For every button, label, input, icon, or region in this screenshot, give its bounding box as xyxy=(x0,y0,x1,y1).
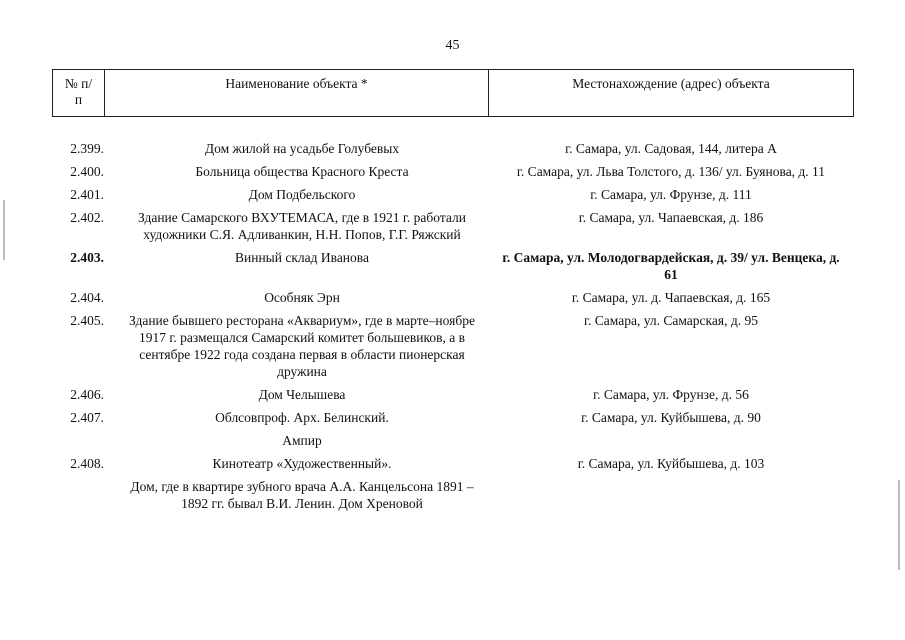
row-num: 2.400. xyxy=(70,164,104,179)
row-name: Ампир xyxy=(282,433,322,448)
row-name: Винный склад Иванова xyxy=(235,250,369,265)
row-name: Дом жилой на усадьбе Голубевых xyxy=(204,141,400,156)
row-name: Дом Подбельского xyxy=(248,187,356,202)
row-name: Особняк Эрн xyxy=(264,290,340,305)
row-num: 2.406. xyxy=(70,387,104,402)
row-num: 2.404. xyxy=(70,290,104,305)
table-row xyxy=(52,455,854,472)
header-num-label: № п/п xyxy=(64,76,93,107)
row-address xyxy=(488,478,854,512)
row-num xyxy=(52,478,104,512)
table-row xyxy=(52,209,854,243)
row-address: г. Самара, ул. Чапаевская, д. 186 xyxy=(578,210,764,225)
scan-artifact xyxy=(3,200,5,260)
row-address: г. Самара, ул. Молодогвардейская, д. 39/ ул. Венцека, д. 61 xyxy=(502,250,840,282)
row-name: Больница общества Красного Креста xyxy=(195,164,409,179)
table-row xyxy=(52,478,854,512)
table-body xyxy=(52,140,854,518)
row-address: г. Самара, ул. Куйбышева, д. 90 xyxy=(581,410,761,425)
table-row xyxy=(52,312,854,380)
row-num: 2.405. xyxy=(70,313,104,328)
row-num: 2.402. xyxy=(70,210,104,225)
row-num: 2.399. xyxy=(70,141,104,156)
table-row xyxy=(52,432,854,449)
row-address: г. Самара, ул. д. Чапаевская, д. 165 xyxy=(571,290,771,305)
header-name: Наименование объекта * xyxy=(105,70,489,116)
header-address: Местонахождение (адрес) объекта xyxy=(572,76,770,91)
page-number: 45 xyxy=(445,38,460,53)
row-name: Кинотеатр «Художественный». xyxy=(212,456,392,471)
table-row xyxy=(52,186,854,203)
row-num xyxy=(52,432,104,449)
table-row xyxy=(52,289,854,306)
row-address: г. Самара, ул. Фрунзе, д. 111 xyxy=(590,187,752,202)
row-address xyxy=(488,432,854,449)
row-name: Дом, где в квартире зубного врача А.А. Канцельсона 1891 – 1892 гг. бывал В.И. Ленин. Дом Хреновой xyxy=(130,479,474,511)
row-address: г. Самара, ул. Самарская, д. 95 xyxy=(584,313,758,328)
table-row xyxy=(52,386,854,403)
row-num: 2.408. xyxy=(70,456,104,471)
table-row xyxy=(52,249,854,283)
table-row xyxy=(52,163,854,180)
row-name: Облсовпроф. Арх. Белинский. xyxy=(215,410,389,425)
row-address: г. Самара, ул. Фрунзе, д. 56 xyxy=(593,387,749,402)
row-num: 2.407. xyxy=(70,410,104,425)
table-row xyxy=(52,409,854,426)
row-name: Здание Самарского ВХУТЕМАСА, где в 1921 г. работали художники С.Я. Адливанкин, Н.Н. Попов, Г.Г. Ряжский xyxy=(138,210,466,242)
row-num: 2.403. xyxy=(70,250,104,265)
table-row xyxy=(52,140,854,157)
row-address: г. Самара, ул. Льва Толстого, д. 136/ ул. Буянова, д. 11 xyxy=(516,164,826,179)
row-name: Дом Челышева xyxy=(258,387,346,402)
row-address: г. Самара, ул. Куйбышева, д. 103 xyxy=(577,456,765,471)
row-address: г. Самара, ул. Садовая, 144, литера А xyxy=(565,141,777,156)
row-name: Здание бывшего ресторана «Аквариум», где в марте–ноябре 1917 г. размещался Самарский комитет большевиков, а в сентябре 1922 года создана первая в области пионерская дружина xyxy=(129,313,475,379)
header-num xyxy=(53,70,105,116)
table-header xyxy=(52,69,854,117)
scan-artifact xyxy=(898,480,900,570)
row-num: 2.401. xyxy=(70,187,104,202)
